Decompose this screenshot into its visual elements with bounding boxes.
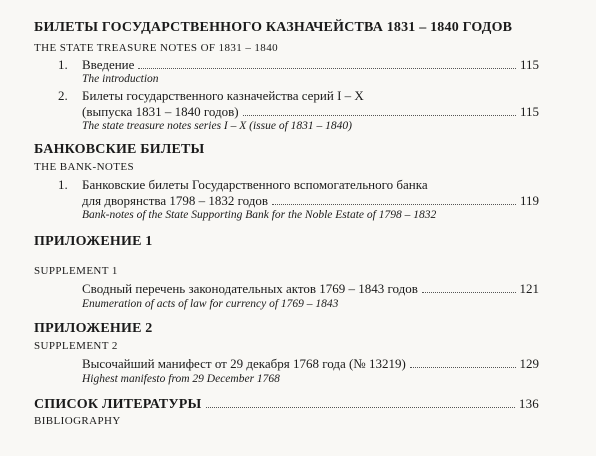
dot-leader	[272, 203, 516, 205]
page-number: 121	[519, 281, 539, 296]
section-title: БИЛЕТЫ ГОСУДАРСТВЕННОГО КАЗНАЧЕЙСТВА 1831 – 1840 ГОДОВ	[34, 20, 513, 35]
dot-leader	[138, 67, 516, 69]
section-title: ПРИЛОЖЕНИЕ 1	[34, 234, 153, 249]
toc-entry-label: Высочайший манифест от 29 декабря 1768 года (№ 13219)	[82, 356, 406, 371]
toc-entry[interactable]	[82, 57, 539, 73]
toc-entry-translation: Bank-notes of the State Supporting Bank for the Noble Estate of 1798 – 1832	[82, 209, 437, 221]
toc-entry[interactable]	[34, 396, 539, 413]
section-subtitle: SUPPLEMENT 1	[34, 265, 118, 277]
page-number: 115	[519, 104, 539, 119]
toc-entry-label-cont: для дворянства 1798 – 1832 годов	[82, 193, 269, 208]
item-number: 1.	[58, 177, 68, 192]
section-title: БАНКОВСКИЕ БИЛЕТЫ	[34, 142, 205, 157]
page-number: 136	[518, 396, 539, 411]
toc-entry-label: Банковские билеты Государственного вспомогательного банка	[82, 177, 428, 192]
dot-leader	[410, 366, 516, 368]
section-subtitle: SUPPLEMENT 2	[34, 340, 118, 352]
toc-entry-translation: Highest manifesto from 29 December 1768	[82, 373, 280, 385]
toc-entry[interactable]	[82, 193, 539, 209]
section-title: СПИСОК ЛИТЕРАТУРЫ	[34, 397, 202, 412]
toc-entry-label: Сводный перечень законодательных актов 1769 – 1843 годов	[82, 281, 418, 296]
toc-entry-label: Билеты государственного казначейства серий I – X	[82, 88, 364, 103]
toc-entry-label-cont: (выпуска 1831 – 1840 годов)	[82, 104, 239, 119]
item-number: 2.	[58, 88, 68, 103]
toc-entry[interactable]	[82, 281, 539, 297]
dot-leader	[422, 291, 516, 293]
dot-leader	[206, 406, 515, 408]
toc-entry[interactable]	[82, 356, 539, 372]
page-number: 115	[519, 57, 539, 72]
toc-entry-translation: The introduction	[82, 73, 159, 85]
toc-entry-translation: Enumeration of acts of law for currency of 1769 – 1843	[82, 298, 339, 310]
page-number: 119	[519, 193, 539, 208]
section-title: ПРИЛОЖЕНИЕ 2	[34, 321, 153, 336]
section-subtitle: THE STATE TREASURE NOTES OF 1831 – 1840	[34, 42, 278, 54]
section-subtitle: BIBLIOGRAPHY	[34, 415, 121, 427]
toc-entry-label: Введение	[82, 57, 135, 72]
toc-entry-translation: The state treasure notes series I – X (issue of 1831 – 1840)	[82, 120, 353, 132]
section-subtitle: THE BANK-NOTES	[34, 161, 135, 173]
item-number: 1.	[58, 57, 68, 72]
dot-leader	[243, 114, 516, 116]
page-number: 129	[519, 356, 539, 371]
toc-entry[interactable]	[82, 104, 539, 120]
